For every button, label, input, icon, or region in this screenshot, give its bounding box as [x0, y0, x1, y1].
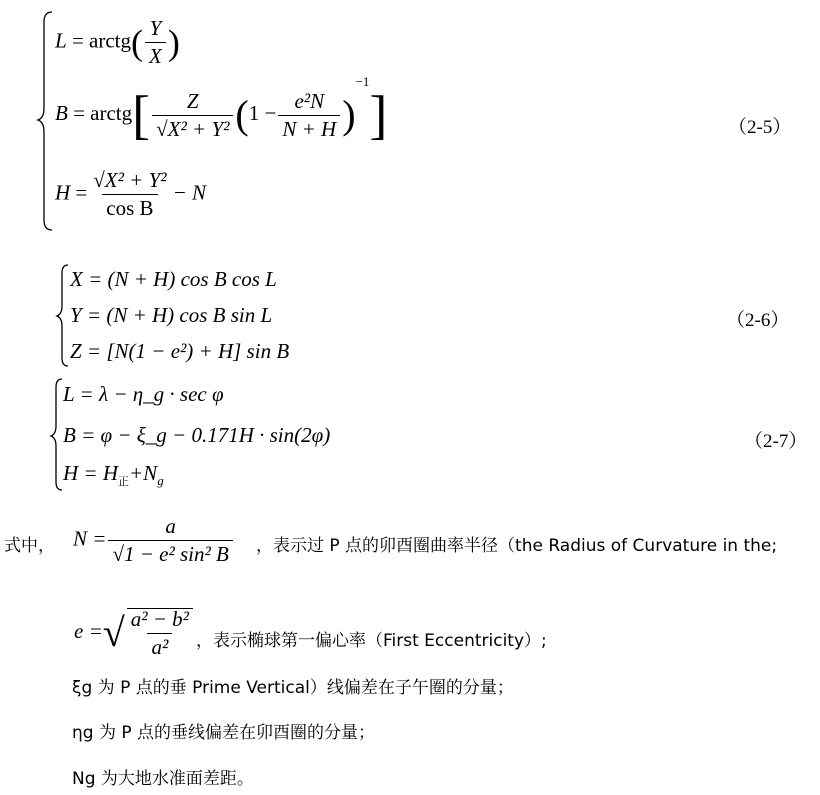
eq27-l3-sub2: g — [157, 473, 164, 489]
def-e-lhs: e = — [74, 618, 103, 643]
eq25-line1: L = arctg( $\frac{Y}{X}$ ) — [55, 16, 180, 68]
def-n-formula — [73, 516, 235, 565]
def-n-lhs: N = — [73, 526, 107, 551]
eq27-l3-prefix: H = H — [63, 461, 119, 485]
eq25-l2-fn: = arctg — [73, 100, 133, 125]
eq25-l2-one: 1 − — [248, 100, 277, 125]
eq25-l1-den: X — [145, 42, 166, 67]
eq27-line2: B = φ − ξ_g − 0.171H · sin(2φ) — [63, 423, 331, 447]
eq27-line3 — [63, 463, 164, 487]
eq25-l2-lhs: B — [55, 100, 68, 125]
eq25-l3-tail: − N — [172, 180, 206, 205]
equation-number-2-6: （2-6） — [726, 310, 790, 331]
eq25-line3: H = $\frac{\text{√X² + Y²}}{\text{cos B}}$ − N — [55, 168, 206, 220]
equation-number-2-7: （2-7） — [744, 431, 808, 452]
eq25-l2-inner-num: e²N — [294, 88, 325, 113]
def-e-den: a² — [147, 633, 172, 658]
eq26-line2: Y = (N + H) cos B sin L — [70, 303, 273, 327]
defs-intro: 式中， — [4, 536, 55, 556]
def-n-num: a — [165, 514, 176, 538]
eq25-line2: B = arctg[ $\frac{Z}{\text{√X² + Y²}}$ (1 − $\frac{\text{e²N}}{N + H}$ )$^{-1}$] — [55, 73, 388, 145]
eq25-l3-num: √X² + Y² — [93, 168, 167, 192]
def-eta-line: ηg 为 P 点的垂线偏差在卯酉圈的分量； — [72, 723, 376, 743]
eq27-line1: L = λ − η_g · sec φ — [63, 382, 224, 406]
def-n-den: √1 − e² sin² B — [108, 540, 232, 565]
def-n-desc: ，表示过 P 点的卯酉圈曲率半径（the Radius of Curvature in the; — [256, 536, 778, 556]
def-e-formula: e =√ $\frac{\text{a² − b²}}{\text{a²}}$ — [74, 608, 195, 658]
eq25-l2-den: √X² + Y² — [152, 115, 233, 140]
eq25-l2-inner-den: N + H — [278, 115, 340, 140]
eq25-l2-num: Z — [186, 88, 199, 113]
def-ng-line: Ng 为大地水准面差距。 — [72, 769, 254, 789]
equation-number-2-5: （2-5） — [728, 117, 792, 138]
eq27-l3-sub: 正 — [118, 475, 130, 489]
def-e-num: a² − b² — [130, 607, 189, 631]
eq25-l3-lhs: H — [55, 180, 71, 205]
eq25-l1-num: Y — [149, 16, 162, 40]
eq26-line1: X = (N + H) cos B cos L — [70, 267, 277, 291]
eq25-l3-den: cos B — [102, 194, 157, 219]
def-e-desc: ，表示椭球第一偏心率（First Eccentricity）; — [196, 631, 547, 651]
eq25-l2-exp: −1 — [355, 73, 370, 89]
eq25-l1-fn: = arctg — [71, 28, 131, 53]
eq26-line3: Z = [N(1 − e²) + H] sin B — [70, 339, 290, 363]
eq25-l1-lhs: L — [55, 28, 67, 53]
def-xi-line: ξg 为 P 点的垂 Prime Vertical）线偏差在子午圈的分量； — [72, 678, 514, 698]
eq27-l3-suffix: +N — [129, 461, 158, 485]
